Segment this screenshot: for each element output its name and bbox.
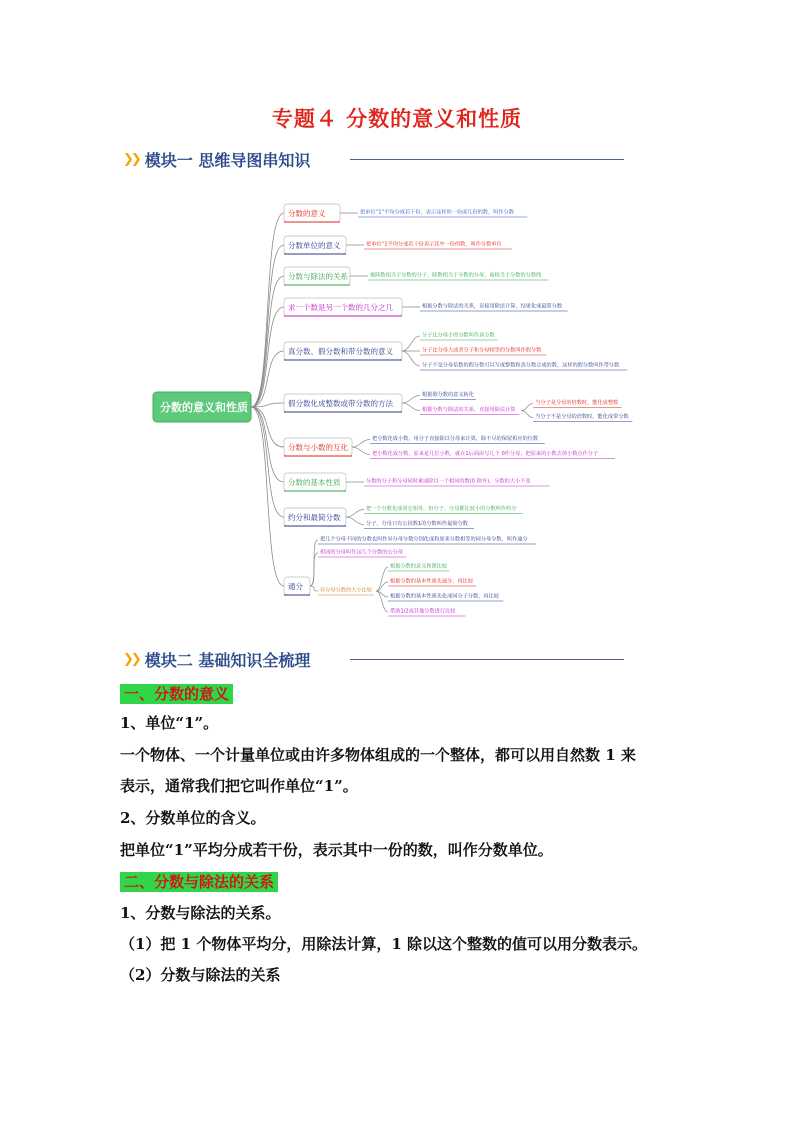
module-two-rule bbox=[350, 659, 624, 660]
paragraph: （2）分数与除法的关系 bbox=[120, 966, 281, 984]
leaf-label: 把分数化成小数，用分子直接除以分母来计算，除不尽的保留相应的位数 bbox=[372, 436, 539, 442]
leaf-label: 分数的分子和分母同时乘或除以一个相同的数(0 除外)，分数的大小不变 bbox=[366, 478, 531, 485]
branch-connector bbox=[251, 407, 284, 447]
leaf-label: 分子比分母小的分数叫作真分数 bbox=[422, 332, 495, 339]
branch-connector bbox=[251, 245, 284, 407]
leaf-label: 把单位“1平均分成若干份表示其中一份的数，叫作分数单位 bbox=[366, 241, 502, 248]
branch-node-label: 假分数化成整数或带分数的方法 bbox=[288, 399, 393, 408]
leaf-label: 根据假分数的意义转化 bbox=[422, 392, 474, 398]
leaf-label: 把几个分母不同的分数也叫作异分母分数分别化成和原来分数相等的同分母分数，叫作通分 bbox=[320, 536, 528, 543]
module-two-header bbox=[123, 648, 310, 670]
leaf-label: 把小数化成分数，原来是几位小数，就在1后面添写几个 0作分母，把原来的小数去掉小数点作分子 bbox=[372, 451, 599, 457]
leaf-label: 根据分数与除法的关系，直接用除法计算 bbox=[422, 407, 516, 413]
leaf-label: 根据分数与除法的关系，直接用除法计算，结果化成最简分数 bbox=[422, 303, 563, 310]
leaf-label: 分子不是分母倍数的假分数可以写成整数和真分数合成的数，这样的假分数叫作带分数 bbox=[422, 362, 620, 369]
paragraph: 1、单位“1”。 bbox=[120, 714, 219, 732]
branch-node-label: 通分 bbox=[288, 582, 303, 591]
leaf-connector bbox=[352, 447, 370, 455]
branch-node-label: 真分数、假分数和带分数的意义 bbox=[288, 347, 393, 356]
paragraph: 表示，通常我们把它叫作单位“1”。 bbox=[120, 777, 358, 795]
sub-leaf-label: 借助1/2或其他分数进行比较 bbox=[390, 608, 456, 615]
leaf-connector bbox=[402, 336, 420, 351]
module-two-title: 模块二 基础知识全梳理 bbox=[144, 650, 311, 670]
section-one bbox=[120, 684, 680, 860]
leaf-label: 相同的分母叫作这几个分数的公分母 bbox=[320, 549, 404, 556]
sub-leaf-connector bbox=[376, 567, 388, 591]
paragraph: 1、分数与除法的关系。 bbox=[120, 904, 281, 922]
paragraph: （1）把 1 个物体平均分，用除法计算，1 除以这个整数的值可以用分数表示。 bbox=[120, 935, 647, 953]
paragraph: 一个物体、一个计量单位或由许多物体组成的一个整体，都可以用自然数 1 来 bbox=[120, 746, 636, 764]
sub-leaf-label: 当分子不是分母的倍数时，能化成带分数 bbox=[535, 414, 629, 420]
page-title: 专题４ 分数的意义和性质 bbox=[271, 107, 523, 131]
leaf-connector bbox=[402, 396, 420, 404]
module-one-title: 模块一 思维导图串知识 bbox=[144, 150, 311, 170]
leaf-label: 把一个分数化成同它相等，但分子、分母都比较小的分数叫作约分 bbox=[366, 506, 517, 512]
section-one-heading: 一、分数的意义 bbox=[120, 684, 233, 704]
branch-node-label: 分数与小数的互化 bbox=[288, 443, 348, 452]
leaf-label: 把单位“1”平均分成若干份，表示这样的一份或几份的数，叫作分数 bbox=[360, 209, 514, 216]
branch-connector bbox=[251, 276, 284, 407]
sub-leaf-label: 根据分数的意义和图比较 bbox=[390, 563, 448, 570]
leaf-label: 分子、分母只有公因数1的分数叫作最简分数 bbox=[366, 521, 468, 527]
leaf-label: 异分母分数的大小比较 bbox=[320, 587, 372, 594]
leaf-label: 被除数相当于分数的分子，除数相当于分数的分母，商相当于分数的分数线 bbox=[370, 272, 542, 279]
sub-leaf-label: 根据分数的基本性质先化成同分子分数，再比较 bbox=[390, 593, 499, 600]
branch-node-label: 约分和最简分数 bbox=[288, 513, 341, 522]
leaf-connector bbox=[352, 440, 370, 448]
branch-connector bbox=[251, 407, 284, 586]
branch-connector bbox=[251, 407, 284, 482]
leaf-connector bbox=[402, 351, 420, 366]
sub-leaf-connector bbox=[521, 404, 533, 411]
leaf-connector bbox=[402, 403, 420, 411]
leaf-connector bbox=[346, 517, 364, 525]
branch-node-label: 求一个数是另一个数的几分之几 bbox=[288, 303, 393, 312]
section-two-heading: 二、分数与除法的关系 bbox=[120, 872, 278, 892]
double-chevron-icon: ❯❯ bbox=[123, 651, 139, 667]
leaf-label: 分子比分母大或者分子和分母相等的分数叫作假分数 bbox=[422, 347, 542, 354]
leaf-connector bbox=[346, 510, 364, 518]
section-two bbox=[120, 872, 680, 985]
root-node-label: 分数的意义和性质 bbox=[160, 401, 248, 414]
branch-node-label: 分数单位的意义 bbox=[288, 241, 341, 250]
sub-leaf-connector bbox=[521, 411, 533, 418]
paragraph: 2、分数单位的含义。 bbox=[120, 809, 266, 827]
sub-leaf-label: 当分子是分母的倍数时，能化成整数 bbox=[535, 400, 619, 406]
double-chevron-icon: ❯❯ bbox=[123, 151, 139, 167]
leaf-connector bbox=[310, 586, 318, 591]
branch-node-label: 分数的基本性质 bbox=[288, 478, 341, 487]
paragraph: 把单位“1”平均分成若干份，表示其中一份的数，叫作分数单位。 bbox=[120, 841, 553, 859]
branch-node-label: 分数与除法的关系 bbox=[288, 272, 348, 281]
branch-node-label: 分数的意义 bbox=[288, 209, 326, 218]
sub-leaf-label: 根据分数的基本性质先通分，再比较 bbox=[390, 578, 474, 585]
